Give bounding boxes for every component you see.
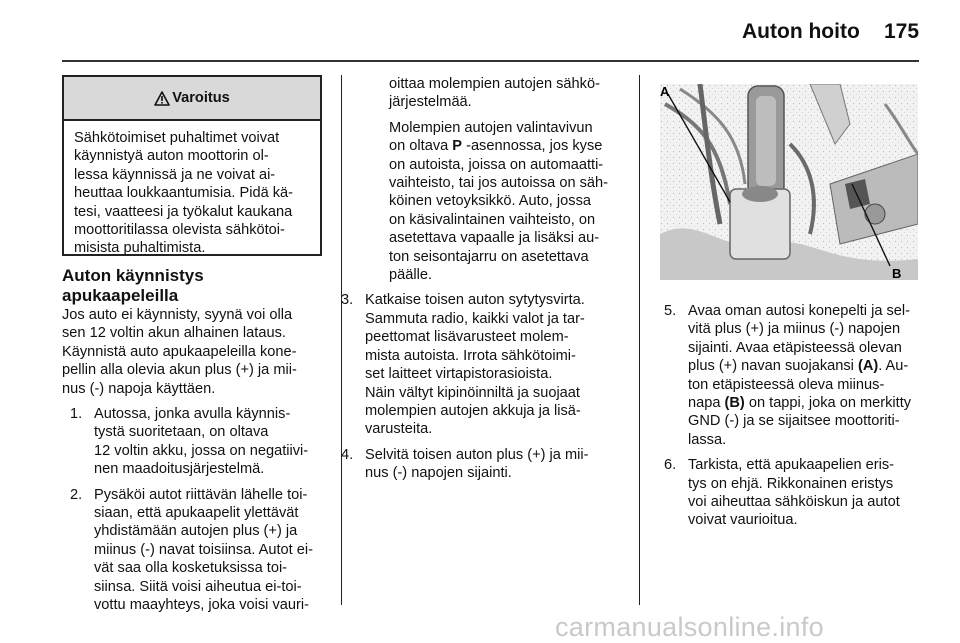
step-line: köinen vetoyksikkö. Auto, jossa <box>389 193 591 210</box>
step-line: set laitteet virtapistorasioista. <box>365 366 553 383</box>
step-line: tys on ehjä. Rikkonainen eristys <box>688 475 894 492</box>
step-line: plus (+) navan suojakansi (A). Au- <box>688 358 909 375</box>
warning-line: lessa käynnissä ja ne voivat ai- <box>74 166 276 183</box>
step-line: Näin vältyt kipinöinniltä ja suojaat <box>365 384 580 401</box>
intro-line: Käynnistä auto apukaapeleilla kone- <box>62 343 297 360</box>
watermark: carmanualsonline.info <box>555 612 824 642</box>
step-line: molempien autojen akkuja ja lisä- <box>365 402 581 419</box>
header-rule <box>62 60 919 62</box>
warning-header <box>64 77 320 121</box>
intro-paragraph <box>62 306 332 398</box>
step-line: miinus (-) navat toisiinsa. Autot ei- <box>94 541 313 558</box>
step-line: Pysäköi autot riittävän lähelle toi- <box>94 486 308 503</box>
label-b-ref: (B) <box>724 395 745 412</box>
step-line: siinsa. Siitä voisi aiheutua ei-toi- <box>94 578 302 595</box>
step-line: järjestelmää. <box>389 94 472 111</box>
step-line: Selvitä toisen auton plus (+) ja mii- <box>365 446 589 463</box>
step-2-continued <box>365 75 635 284</box>
engine-bay-figure <box>660 84 918 280</box>
step-line: lassa. <box>688 431 727 448</box>
intro-line: pellin alla olevia akun plus (+) ja mii- <box>62 362 297 379</box>
step-line: napa (B) on tappi, joka on merkitty <box>688 395 912 412</box>
step-line: mista autoista. Irrota sähkötoimi- <box>365 347 576 364</box>
step-line: Molempien autojen valintavivun <box>389 119 593 136</box>
warning-triangle-icon <box>154 91 170 106</box>
warning-title: Varoitus <box>172 90 230 106</box>
step-line: on käsivalintainen vaihteisto, on <box>389 211 596 228</box>
section-heading <box>62 266 332 306</box>
step-line: siaan, että apukaapelit ylettävät <box>94 505 299 522</box>
step-line: Tarkista, että apukaapelien eris- <box>688 457 895 474</box>
step-2 <box>70 486 332 615</box>
step-line: oittaa molempien autojen sähkö- <box>389 76 600 92</box>
step-line: ton etäpisteessä oleva miinus- <box>688 376 885 393</box>
warning-line: tesi, vaatteesi ja työkalut kaukana <box>74 203 293 220</box>
column-2 <box>341 75 635 483</box>
step-line: vottu maayhteys, joka voisi vauri- <box>94 597 309 614</box>
step-line: GND (-) ja se sijaitsee moottoriti- <box>688 413 900 430</box>
step-6 <box>664 456 922 530</box>
warning-text <box>64 121 320 266</box>
section-heading-line: apukaapeleilla <box>62 286 179 305</box>
step-line: vaihteisto, tai jos autoissa on säh- <box>389 175 609 192</box>
intro-line: sen 12 voltin akun alhainen lataus. <box>62 325 286 342</box>
warning-line: heuttaa loukkaantumisia. Pidä kä- <box>74 185 294 202</box>
warning-line: moottoritilassa olevista sähkötoi- <box>74 222 285 239</box>
step-number: 5. <box>664 303 677 319</box>
step-line: yhdistämään autojen plus (+) ja <box>94 523 298 540</box>
warning-box <box>62 75 322 256</box>
step-line: 12 voltin akku, jossa on negatiivi- <box>94 442 309 459</box>
step-1 <box>70 405 332 479</box>
step-number: 2. <box>70 486 83 503</box>
step-line: varusteita. <box>365 421 433 438</box>
step-line: on oltava P -asennossa, jos kyse <box>389 138 603 155</box>
column-divider-2 <box>639 75 640 605</box>
step-line: voi aiheuttaa sähköiskun ja autot <box>688 494 900 511</box>
page-number: 175 <box>884 20 920 43</box>
column-3 <box>664 302 922 530</box>
gear-p-label: P <box>452 138 463 155</box>
step-line: voivat vaurioitua. <box>688 512 798 529</box>
column-1 <box>62 266 332 615</box>
step-line: vät saa olla kosketuksissa toi- <box>94 560 288 577</box>
step-3 <box>341 291 611 438</box>
step-line: asetettava vapaalle ja lisäksi au- <box>389 230 600 247</box>
step-4 <box>341 446 611 483</box>
step-number: 4. <box>341 446 354 463</box>
step-line: Sammuta radio, kaikki valot ja tar- <box>365 310 585 327</box>
warning-line: misista puhaltimista. <box>74 240 206 257</box>
step-number: 3. <box>341 292 354 309</box>
step-line: on autoista, joissa on automaatti- <box>389 156 604 173</box>
step-5 <box>664 302 922 449</box>
header-title: Auton hoito <box>742 20 860 43</box>
section-heading-line: Auton käynnistys <box>62 266 204 285</box>
step-line: nen maadoitusjärjestelmä. <box>94 461 265 478</box>
warning-line: käynnistyä auton moottorin ol- <box>74 148 269 165</box>
figure-label-a: A <box>660 84 670 99</box>
step-number: 6. <box>664 457 677 474</box>
step-number: 1. <box>70 406 83 423</box>
step-line: päälle. <box>389 267 433 284</box>
engine-bay-illustration <box>660 84 918 280</box>
intro-line: nus (-) napoja käyttäen. <box>62 380 216 397</box>
step-line: ton seisontajarru on asetettava <box>389 248 589 265</box>
step-line: peettomat lisävarusteet molem- <box>365 329 569 346</box>
step-line: sijainti. Avaa etäpisteessä olevan <box>688 339 902 356</box>
intro-line: Jos auto ei käynnisty, syynä voi olla <box>62 307 293 323</box>
step-line: Avaa oman autosi konepelti ja sel- <box>688 303 911 319</box>
step-line: nus (-) napojen sijainti. <box>365 465 512 482</box>
step-line: tystä suoritetaan, on oltava <box>94 424 269 441</box>
step-line: Autossa, jonka avulla käynnis- <box>94 406 291 423</box>
step-line: vitä plus (+) ja miinus (-) napojen <box>688 321 901 338</box>
step-line: Katkaise toisen auton sytytysvirta. <box>365 292 585 309</box>
figure-label-b: B <box>892 266 902 280</box>
warning-line: Sähkötoimiset puhaltimet voivat <box>74 130 280 146</box>
label-a-ref: (A) <box>857 358 879 375</box>
